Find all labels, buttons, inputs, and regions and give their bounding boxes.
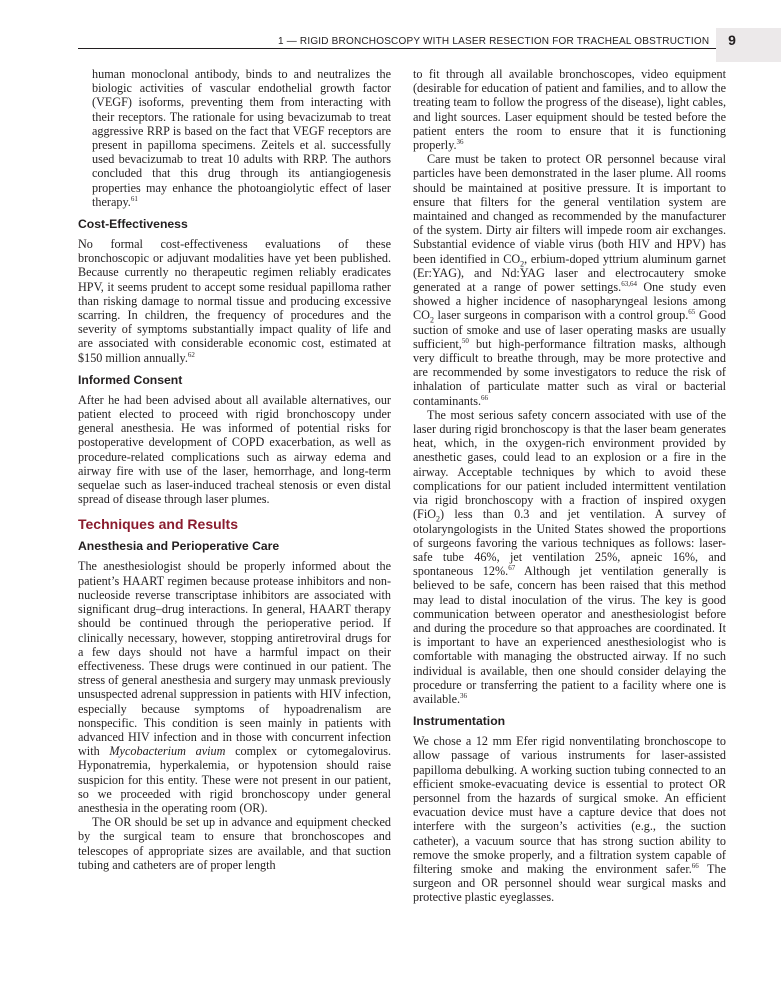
paragraph-anesthesia-2: The OR should be set up in advance and equipment checked by the surgical team to ensure that bronchoscopes and telescopes of appropriate sizes are available, and that suction tubing and catheters are of proper length: [78, 815, 391, 872]
paragraph-consent: After he had been advised about all available alternatives, our patient elected to proceed with rigid bronchoscopy under general anesthesia. He was informed of potential risks for postoperative development of COPD exacerbation, as well as procedure-related complications such as airway edema and airway fire with use of the laser, hemorrhage, and long-term sequelae such as laser-induced tracheal stenosis or even distal spread of disease through laser plumes.: [78, 392, 391, 507]
paragraph-anesthesia-1: The anesthesiologist should be properly informed about the patient’s HAART regimen because protease inhibitors and non-nucleoside reverse transcriptase inhibitors are associated with significant drug–drug interactions. In general, HAART therapy should be continued through the perioperative period. If clinically necessary, however, stopping antiretroviral drugs for a few days should not have a harmful impact on their effectiveness. These drugs were continued in our patient. The stress of general anesthesia and surgery may unmask previously unsuspected adrenal suppression in patients with HIV infection, especially because symptoms of hypoadrenalism are nonspecific. This condition is seen mainly in patients with advanced HIV infection and in those with concurrent infection with Mycobacterium avium complex or cytomegalovirus. Hyponatremia, hyperkalemia, or hypotension should raise suspicion for this entity. These were not present in our patient, so we proceeded with rigid bronchoscopy under general anesthesia in the operating room (OR).: [78, 559, 391, 815]
page-number: 9: [728, 32, 736, 48]
left-column: [78, 67, 391, 872]
running-header: 1 — RIGID BRONCHOSCOPY WITH LASER RESECTION FOR TRACHEAL OBSTRUCTION: [278, 36, 710, 47]
heading-informed-consent: Informed Consent: [78, 372, 183, 387]
right-column: [413, 67, 726, 905]
heading-anesthesia: Anesthesia and Perioperative Care: [78, 539, 280, 554]
paragraph-laser-plume: Care must be taken to protect OR personnel because viral particles have been demonstrated in the laser plume. All rooms should be maintained at positive pressure. It is important to ensure that filters for the general ventilation system are maintained and changed as recommended by the manufacturer of the system. Dirty air filters will impede room air exchanges. Substantial evidence of viable virus (both HIV and HPV) has been identified in $CO_2$, erbium-doped yttrium aluminum garnet (Er:YAG), and Nd:YAG laser and electrocautery smoke generated at a range of power settings.$^{63,64}$ One study even showed a higher incidence of nasopharyngeal lesions among $CO_2$ laser surgeons in comparison with a control group.$^{65}$ Good suction of smoke and use of laser operating masks are usually sufficient,$^{50}$ but high-performance filtration masks, although very difficult to breathe through, may be more protective and are recommended by some investigators to reduce the risk of inhalation of particulate matter such as viral or bacterial contaminants.$^{66}$: [413, 152, 726, 408]
heading-techniques-results: Techniques and Results: [78, 516, 238, 533]
paragraph-instrumentation: We chose a 12 mm Efer rigid nonventilating bronchoscope to allow passage of various instruments for laser-assisted papilloma debulking. A working suction tubing connected to an efficient smoke-evacuating device is essential to protect OR personnel from the hazards of surgical smoke. An efficient evacuation device must have a capture device that does not interfere with the surgeon’s activities (e.g., the suction catheter), a vacuum source that has strong suction ability to remove the smoke properly, and a filtration system capable of filtering smoke and making the environment safer.$^{66}$ The surgeon and OR personnel should wear surgical masks and protective plastic eyeglasses.: [413, 734, 726, 905]
paragraph-equipment: to fit through all available bronchoscopes, video equipment (desirable for education of patient and families, and to allow the treating team to follow the progress of the disease), light cables, and light sources. Laser equipment should be tested before the patient enters the room to ensure that it is functioning properly.$^{36}$: [413, 67, 726, 153]
paragraph-airway-fire: The most serious safety concern associated with use of the laser during rigid bronchoscopy is that the laser beam generates heat, which, in the oxygen-rich environment provided by anesthetic gases, could lead to an explosion or a fire in the airway. Acceptable techniques by which to avoid these complications for our patient included intermittent ventilation via rigid bronchoscopy with a fraction of inspired oxygen (FiO$_2$) less than 0.3 and jet ventilation. A survey of otolaryngologists in the United States showed the proportions of surgeons favoring the various techniques as follows: laser-safe tube 46%, jet ventilation 25%, apneic 16%, and spontaneous 12%.$^{67}$ Although jet ventilation generally is believed to be safe, concern has been raised that this method may lead to distal inoculation of the virus. The key is good communication between operator and anesthesiologist before and during the procedure so that approaches are coordinated. It is important to have an experienced anesthesiologist who is comfortable with managing the obstructed airway. If no such individual is available, then one should consider delaying the procedure or transferring the patient to a facility where one is available.$^{36}$: [413, 407, 727, 706]
paragraph-cost: No formal cost-effectiveness evaluations of these bronchoscopic or adjuvant modalities have yet been published. Because currently no therapeutic regimen reliably eradicates HPV, it seems prudent to accept some residual papilloma rather than risking damage to normal tissue and producing excessive scarring. In children, the frequency of procedures and the severity of symptoms substantially impact quality of life and are associated with considerable economic cost, estimated at $150 million annually.$^{62}$: [78, 237, 391, 365]
header-rule: [78, 48, 716, 49]
heading-instrumentation: Instrumentation: [413, 714, 506, 729]
heading-cost-effectiveness: Cost-Effectiveness: [78, 217, 188, 232]
paragraph-bevacizumab: human monoclonal antibody, binds to and neutralizes the biologic activities of vascular endothelial growth factor (VEGF) isoforms, preventing them from interacting with their receptors. The rationale for using bevacizumab to treat aggressive RRP is based on the fact that VEGF receptors are present in papilloma specimens. Zeitels et al. successfully used bevacizumab to treat 10 adults with RRP. The authors concluded that this drug through its antiangiogenesis properties may enhance the photoangiolytic effect of laser therapy.$^{61}$: [92, 67, 391, 209]
